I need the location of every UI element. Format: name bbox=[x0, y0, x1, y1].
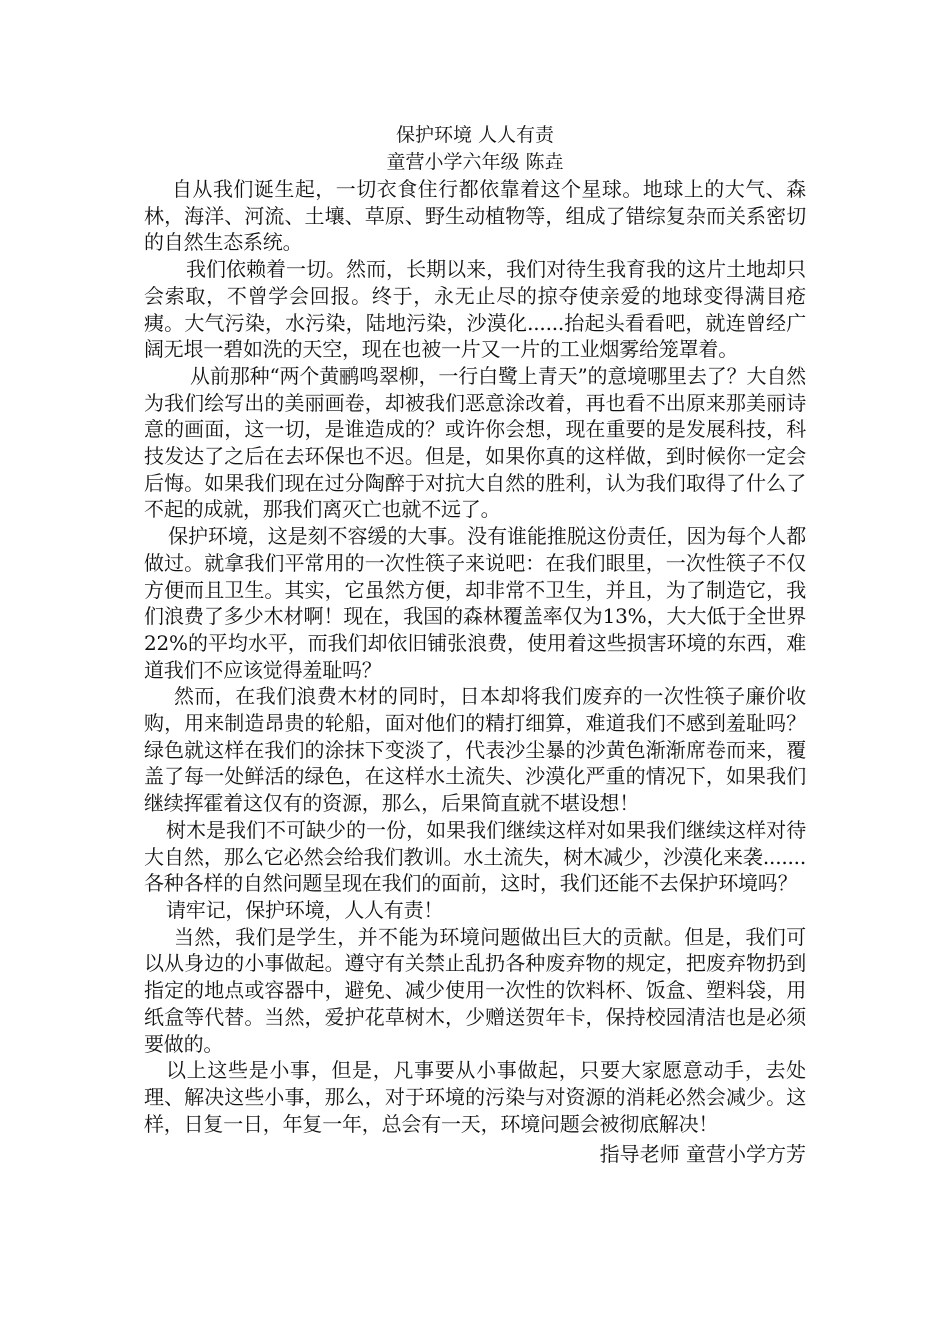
paragraph-5: 然而，在我们浪费木材的同时，日本却将我们废弃的一次性筷子廉价收购，用来制造昂贵的轮船，面对他们的精打细算，难道我们不感到羞耻吗？绿色就这样在我们的涂抹下变淡了，代表沙尘暴的沙黄色渐渐席卷而来，覆盖了每一处鲜活的绿色，在这样水土流失、沙漠化严重的情况下，如果我们继续挥霍着这仅有的资源，那么，后果简直就不堪设想！ bbox=[144, 684, 806, 816]
paragraph-6: 树木是我们不可缺少的一份，如果我们继续这样对如果我们继续这样对待大自然，那么它必然会给我们教训。水土流失，树木减少，沙漠化来袭.......各种各样的自然问题呈现在我们的面前，这时，我们还能不去保护环境吗？ bbox=[144, 817, 806, 896]
paragraph-9: 以上这些是小事，但是，凡事要从小事做起，只要大家愿意动手，去处理、解决这些小事，那么，对于环境的污染与对资源的消耗必然会减少。这样，日复一日，年复一年，总会有一天，环境问题会被彻底解决！ bbox=[144, 1058, 806, 1136]
paragraph-3: 从前那种“两个黄鹂鸣翠柳，一行白鹭上青天”的意境哪里去了？大自然为我们绘写出的美丽画卷，却被我们恶意涂改着，再也看不出原来那美丽诗意的画面，这一切，是谁造成的？或许你会想，现在重要的是发展科技，科技发达了之后在去环保也不迟。但是，如果你真的这样做，到时候你一定会后悔。如果我们现在过分陶醉于对抗大自然的胜利，认为我们取得了什么了不起的成就，那我们离灭亡也就不远了。 bbox=[144, 363, 806, 522]
paragraph-7: 请牢记，保护环境，人人有责！ bbox=[166, 897, 444, 922]
author-byline: 童营小学六年级 陈垚 bbox=[386, 151, 564, 173]
paragraph-2: 我们依赖着一切。然而，长期以来，我们对待生我育我的这片土地却只会索取，不曾学会回报。终于，永无止尽的掠夺使亲爱的地球变得满目疮痍。大气污染，水污染，陆地污染，沙漠化......抬起头看看吧，就连曾经广阔无垠一碧如洗的天空，现在也被一片又一片的工业烟雾给笼罩着。 bbox=[144, 257, 806, 362]
paragraph-1: 自从我们诞生起，一切衣食住行都依靠着这个星球。地球上的大气、森林，海洋、河流、土壤、草原、野生动植物等，组成了错综复杂而关系密切的自然生态系统。 bbox=[144, 177, 806, 255]
teacher-signature: 指导老师 童营小学方芳 bbox=[599, 1142, 806, 1167]
document-title: 保护环境 人人有责 bbox=[395, 124, 555, 146]
paragraph-8: 当然，我们是学生，并不能为环境问题做出巨大的贡献。但是，我们可以从身边的小事做起。遵守有关禁止乱扔各种废弃物的规定，把废弃物扔到指定的地点或容器中，避免、减少使用一次性的饮料杯、饭盒、塑料袋，用纸盒等代替。当然，爱护花草树木，少赠送贺年卡，保持校园清洁也是必须要做的。 bbox=[144, 924, 806, 1056]
document-page bbox=[144, 120, 806, 1169]
paragraph-4: 保护环境，这是刻不容缓的大事。没有谁能推脱这份责任，因为每个人都做过。就拿我们平常用的一次性筷子来说吧：在我们眼里，一次性筷子不仅方便而且卫生。其实，它虽然方便，却非常不卫生，并且，为了制造它，我们浪费了多少木材啊！现在，我国的森林覆盖率仅为13%，大大低于全世界22%的平均水平，而我们却依旧铺张浪费，使用着这些损害环境的东西，难道我们不应该觉得羞耻吗？ bbox=[144, 524, 806, 682]
